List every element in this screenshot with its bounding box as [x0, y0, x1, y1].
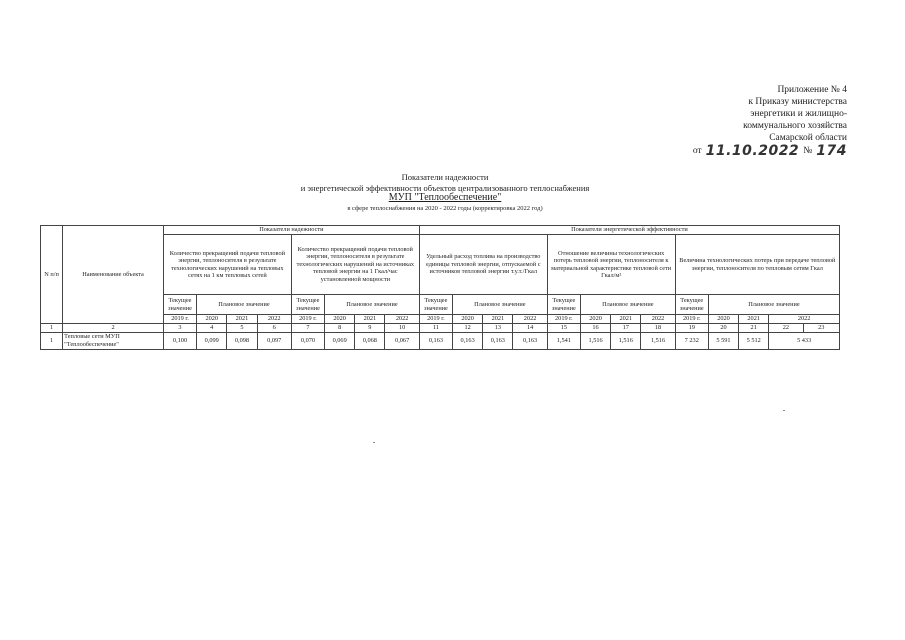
- organization-name: МУП "Теплообеспечение": [388, 192, 502, 203]
- header-planned: Плановое значение: [708, 295, 839, 315]
- year: 2020: [197, 315, 227, 324]
- from-label: от: [692, 146, 702, 156]
- header-indicator-4: Отношение величины технологических потерь тепловой энергии, теплоносителя к материальной характеристике тепловой сети Гкал/м²: [547, 235, 675, 295]
- appendix-line: к Приказу министерства: [748, 97, 847, 107]
- year: 2022: [641, 315, 675, 324]
- column-number: 3: [163, 324, 196, 333]
- value-cell: 5 591: [708, 332, 738, 349]
- header-indicator-1: Количество прекращений подачи тепловой энергии, теплоносителя в результате технологических нарушений на тепловых сетях на 1 км тепловых сетей: [163, 235, 291, 295]
- column-number: 13: [483, 324, 513, 333]
- value-cell: 0,163: [483, 332, 513, 349]
- year: 2020: [453, 315, 483, 324]
- year-current: 2019 г.: [163, 315, 196, 324]
- column-number: 19: [675, 324, 708, 333]
- header-planned: Плановое значение: [580, 295, 675, 315]
- value-cell: 0,070: [291, 332, 324, 349]
- column-number: 7: [291, 324, 324, 333]
- title-line-1: Показатели надежности: [401, 172, 489, 182]
- year: 2022: [513, 315, 547, 324]
- scan-speck: [783, 410, 785, 411]
- order-date-line: [692, 143, 847, 159]
- table-row: [41, 332, 840, 349]
- header-num: N п/п: [41, 226, 63, 324]
- column-number: 5: [227, 324, 257, 333]
- value-cell: 1,541: [547, 332, 580, 349]
- column-number: 10: [385, 324, 419, 333]
- header-indicator-2: Количество прекращений подачи тепловой энергии, теплоносителя в результате технологических нарушений на источниках тепловой энергии на 1 Гкал/час установленной мощности: [291, 235, 419, 295]
- header-planned: Плановое значение: [325, 295, 420, 315]
- row-name: Тепловые сети МУП "Теплообеспечение": [63, 332, 164, 349]
- year-current: 2019 г.: [291, 315, 324, 324]
- header-current: Текущее значение: [675, 295, 708, 315]
- column-number: 11: [419, 324, 452, 333]
- year-current: 2019 г.: [675, 315, 708, 324]
- value-cell: 0,067: [385, 332, 419, 349]
- value-cell: 5 433: [769, 332, 840, 349]
- column-number: 2: [63, 324, 164, 333]
- year: 2020: [580, 315, 610, 324]
- year: 2022: [385, 315, 419, 324]
- document-title: [230, 172, 660, 214]
- column-number: 23: [803, 324, 839, 333]
- value-cell: 1,516: [580, 332, 610, 349]
- value-cell: 0,098: [227, 332, 257, 349]
- value-cell: 0,097: [257, 332, 291, 349]
- year: 2021: [355, 315, 385, 324]
- header-planned: Плановое значение: [197, 295, 292, 315]
- column-number: 17: [611, 324, 641, 333]
- column-number: 4: [197, 324, 227, 333]
- year: 2021: [739, 315, 769, 324]
- header-group-efficiency: Показатели энергетической эффективности: [419, 226, 839, 235]
- column-number: 12: [453, 324, 483, 333]
- title-line-2: и энергетической эффективности объектов централизованного теплоснабжения: [300, 182, 590, 193]
- appendix-line: энергетики и жилищно-: [750, 109, 847, 119]
- column-number: 20: [708, 324, 738, 333]
- column-number: 8: [325, 324, 355, 333]
- value-cell: 1,516: [611, 332, 641, 349]
- column-number: 9: [355, 324, 385, 333]
- year: 2022: [769, 315, 840, 324]
- column-number: 14: [513, 324, 547, 333]
- value-cell: 0,068: [355, 332, 385, 349]
- row-num: 1: [41, 332, 63, 349]
- value-cell: 0,163: [419, 332, 452, 349]
- value-cell: 0,100: [163, 332, 196, 349]
- column-number: 22: [769, 324, 803, 333]
- scan-speck: [373, 442, 375, 443]
- number-label: №: [803, 146, 813, 156]
- year: 2020: [325, 315, 355, 324]
- appendix-block: [692, 84, 847, 159]
- year: 2021: [611, 315, 641, 324]
- header-current: Текущее значение: [163, 295, 196, 315]
- appendix-line: коммунального хозяйства: [743, 121, 847, 131]
- value-cell: 1,516: [641, 332, 675, 349]
- appendix-line: Самарской области: [769, 133, 847, 143]
- value-cell: 0,163: [513, 332, 547, 349]
- header-indicator-3: Удельный расход топлива на производство единицы тепловой энергии, отпускаемой с источников тепловой энергии т.у.т./Гкал: [419, 235, 547, 295]
- column-number-row: [41, 324, 840, 333]
- year: 2020: [708, 315, 738, 324]
- value-cell: 0,163: [453, 332, 483, 349]
- appendix-line: Приложение № 4: [777, 85, 847, 95]
- year: 2021: [227, 315, 257, 324]
- header-indicator-5: Величина технологических потерь при передаче тепловой энергии, теплоносителя по тепловым сетям Гкал: [675, 235, 839, 295]
- value-cell: 0,099: [197, 332, 227, 349]
- column-number: 21: [739, 324, 769, 333]
- value-cell: 5 512: [739, 332, 769, 349]
- header-group-reliability: Показатели надежности: [163, 226, 419, 235]
- header-current: Текущее значение: [547, 295, 580, 315]
- header-planned: Плановое значение: [453, 295, 548, 315]
- handwritten-number: 174: [816, 143, 847, 159]
- column-number: 15: [547, 324, 580, 333]
- title-subtitle: в сфере теплоснабжения на 2020 - 2022 годы (корректировка 2022 год): [347, 204, 543, 212]
- year-current: 2019 г.: [419, 315, 452, 324]
- header-name: Наименование объекта: [63, 226, 164, 324]
- column-number: 6: [257, 324, 291, 333]
- value-cell: 0,069: [325, 332, 355, 349]
- year: 2021: [483, 315, 513, 324]
- handwritten-date: 11.10.2022: [705, 143, 800, 159]
- indicators-table: [40, 225, 840, 350]
- header-current: Текущее значение: [291, 295, 324, 315]
- year-current: 2019 г.: [547, 315, 580, 324]
- year: 2022: [257, 315, 291, 324]
- column-number: 16: [580, 324, 610, 333]
- header-current: Текущее значение: [419, 295, 452, 315]
- value-cell: 7 232: [675, 332, 708, 349]
- column-number: 18: [641, 324, 675, 333]
- column-number: 1: [41, 324, 63, 333]
